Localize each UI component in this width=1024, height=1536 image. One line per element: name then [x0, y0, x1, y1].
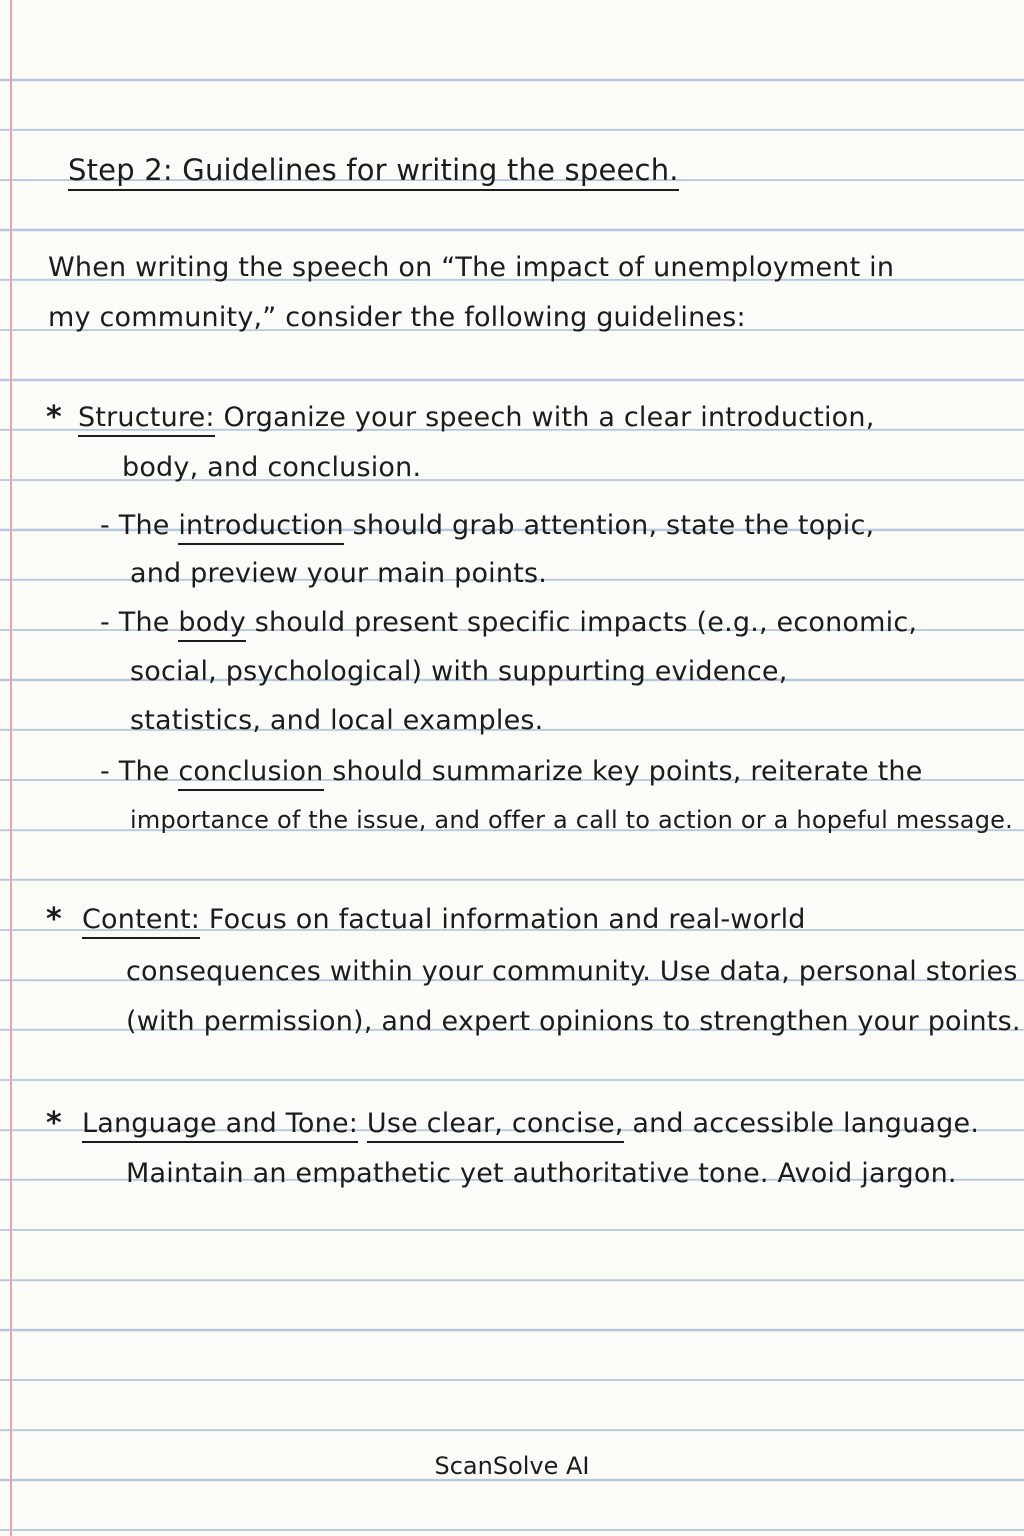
structure-text: Organize your speech with a clear introduction,: [214, 402, 875, 433]
dash: -: [100, 607, 110, 638]
introduction-term: introduction: [178, 510, 343, 545]
page-title: [68, 150, 679, 190]
item-text: should summarize key points, reiterate the: [323, 756, 923, 787]
body-term: body: [178, 607, 246, 642]
intro-line-2: my community,” consider the following guidelines:: [48, 302, 746, 333]
language-label: Language and Tone:: [82, 1108, 358, 1143]
structure-line-2: body, and conclusion.: [122, 452, 422, 483]
item-text: should present specific impacts (e.g., economic,: [245, 607, 918, 638]
language-line-1: [82, 1104, 979, 1144]
bullet-language: *: [46, 1106, 62, 1141]
language-line-2: Maintain an empathetic yet authoritative tone. Avoid jargon.: [126, 1158, 957, 1189]
content-line-3: (with permission), and expert opinions to strengthen your points.: [126, 1006, 1021, 1037]
dash: -: [100, 756, 110, 787]
body-item-line-3: statistics, and local examples.: [130, 705, 544, 736]
conclusion-item-line-2: importance of the issue, and offer a call to action or a hopeful message.: [130, 806, 1013, 834]
intro-line-1: When writing the speech on “The impact of unemployment in: [48, 252, 895, 283]
conclusion-item-line-1: [100, 752, 923, 792]
content-label: Content:: [82, 904, 200, 939]
body-item-line-2: social, psychological) with suppurting evidence,: [130, 656, 788, 687]
item-prefix: The: [118, 607, 179, 638]
dash: -: [100, 510, 110, 541]
bullet-content: *: [46, 902, 62, 937]
margin-line: [10, 0, 12, 1536]
item-text: should grab attention, state the topic,: [343, 510, 875, 541]
page-title-text: Step 2: Guidelines for writing the speech.: [68, 153, 679, 191]
language-text: and accessible language.: [623, 1108, 980, 1139]
content-text: Focus on factual information and real-world: [200, 904, 806, 935]
item-prefix: The: [118, 510, 179, 541]
body-item-line-1: [100, 603, 917, 643]
language-underlined: Use clear, concise,: [367, 1108, 624, 1143]
intro-item-line-2: and preview your main points.: [130, 558, 548, 589]
structure-label: Structure:: [78, 402, 215, 437]
item-prefix: The: [118, 756, 179, 787]
conclusion-term: conclusion: [178, 756, 323, 791]
structure-line-1: [78, 398, 875, 438]
bullet-structure: *: [46, 400, 62, 435]
intro-item-line-1: [100, 506, 874, 546]
footer-brand: ScanSolve AI: [434, 1452, 590, 1480]
content-line-2: consequences within your community. Use data, personal stories: [126, 956, 1018, 987]
content-line-1: [82, 900, 806, 940]
